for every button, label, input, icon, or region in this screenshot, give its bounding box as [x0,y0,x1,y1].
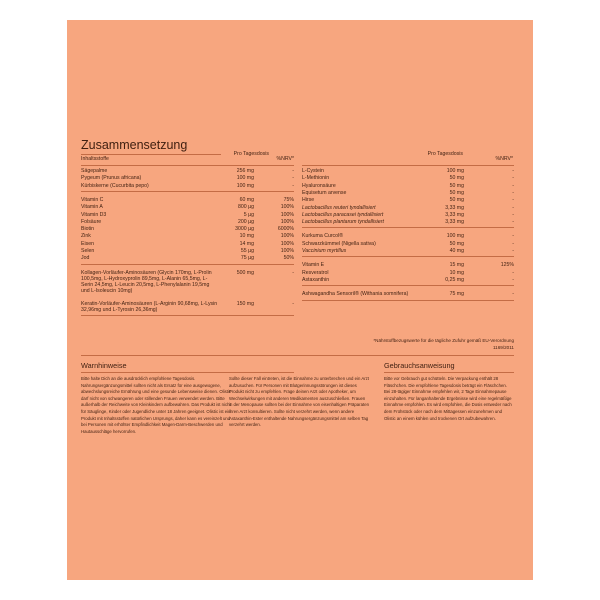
ingredient-amount: 40 mg [449,248,464,254]
table-row [302,175,514,181]
ingredient-nrv: - [512,204,514,211]
ingredient-amount: 3,33 mg [445,211,464,218]
header-dose-left: Pro Tagesdosis [233,151,269,157]
ingredient-name: Jod [81,255,90,262]
table-row [81,226,294,232]
table-row [81,197,294,203]
ingredient-name: Lactobacillus reuteri tyndallisiert [302,204,376,211]
section-divider [81,355,514,356]
ingredient-nrv: 125% [500,262,514,269]
ingredient-amount: 50 mg [449,182,464,189]
ingredient-name: Hirse [302,197,315,204]
ingredient-nrv: - [512,248,514,254]
header-dose-right: Pro Tagesdosis [427,151,463,157]
ingredient-nrv: 75% [283,196,294,203]
group-separator [302,227,514,228]
table-row [302,197,514,203]
ingredient-nrv: - [512,211,514,218]
ingredient-name: L-Methionin [302,175,330,182]
ingredient-amount: 5 µg [243,211,254,218]
ingredient-name: Kurkuma Curcol® [302,233,344,240]
ingredient-name: Vitamin A [81,204,103,211]
header-rule-right [302,165,514,166]
ingredient-name: Ashwagandha Sensoril® (Withania somnifera) [302,291,409,298]
ingredient-nrv: 100% [280,240,294,247]
table-row [302,262,514,268]
section-title-usage: Gebrauchsanweisung [384,361,455,370]
table-row [81,233,294,239]
group-separator [81,191,294,192]
group-separator [81,315,294,316]
ingredient-nrv: - [512,269,514,276]
table-row [302,270,514,276]
ingredient-nrv: - [512,291,514,298]
warnings-text-col1: Bitte halte Dich an die ausdrücklich empfohlene Tagesdosis. Nahrungsergänzungsmittel sollten nicht als Ersatz für eine ausgewogene, abwechslungsreiche Ernährung und eine gesunde Lebensweise dienen. Olistic darf nicht von schwangeren oder stillenden Frauen verwendet werden. Bitte außerhalb der Reichweite von Kleinkindern aufbewahren. Das Produkt ist nicht für Säuglinge, Kinder oder Jugendliche unter 18 Jahren geeignet. Olistic ist ein Produkt mit Inhaltsstoffen natürlichen Ursprungs, daher kann es vereinzelt und bei Personen mit erhöhter Empfindlichkeit Magen-Darm-Beschwerden und Hautausschläge hervorrufen. [81,376,232,434]
header-ingredients: Inhaltsstoffe [81,156,109,162]
ingredient-name: Resveratrol [302,269,329,276]
ingredient-name: Lactobacillus paracasei tyndallisiert [302,211,384,218]
ingredient-name: Hyaluronsäure [302,182,336,189]
ingredient-name: Zink [81,233,91,240]
table-row [81,183,294,189]
ingredient-amount: 10 mg [239,233,254,240]
group-separator [81,264,294,265]
ingredient-name: L-Cystein [302,168,324,174]
ingredient-nrv: - [512,189,514,196]
ingredient-nrv: - [512,197,514,204]
table-row [302,277,514,283]
table-row [302,233,514,239]
label-panel [67,20,533,580]
ingredient-nrv: - [292,175,294,182]
ingredient-name: Equisetum arvense [302,189,347,196]
ingredient-name: Lactobacillus plantarum tyndallisiert [302,219,384,226]
section-title-composition: Zusammensetzung [81,138,188,152]
ingredient-amount: 3,33 mg [445,204,464,211]
ingredient-amount: 15 mg [449,262,464,269]
ingredient-name: Keratin-Vorläufer-Aminosäuren (L-Arginin 90,68mg, L-Lysin 32,96mg und L-Tyrosin 26,36mg) [81,300,218,313]
ingredient-nrv: - [512,240,514,247]
ingredient-amount: 800 µg [238,204,254,211]
ingredient-amount: 3000 µg [235,226,254,233]
ingredient-nrv: - [512,276,514,283]
table-row [302,248,514,254]
nrv-footnote: *Nährstoffbezugswerte für die tägliche Zufuhr gemäß EU-Verordnung 1169/2011 [373,338,514,350]
warnings-text-col2: Sollte dieser Fall eintreten, ist die Einnahme zu unterbrechen und ein Arzt aufzusuchen. Für Personen mit Blutgerinnungsstörungen ist dieses Produkt nicht zu empfehlen. Frage deinen Arzt oder Apotheker, um Wechselwirkungen mit anderen Medikamenten auszuschließen. Frauen in der Menopause sollten bei der Einnahme von eisenhaltigen Präparaten ihren Arzt konsultieren. Sollte nicht verzehrt werden, wenn andere Astaxanthin-Ester enthaltende Nahrungsergänzungsmittel am selben Tag verzehrt werden. [229,376,369,428]
header-rule-left [81,165,294,166]
ingredient-amount: 150 mg [236,300,254,307]
ingredient-name: Vitamin C [81,196,104,203]
table-row [81,204,294,210]
ingredient-nrv: - [292,300,294,307]
table-row [302,190,514,196]
ingredient-name: Folsäure [81,218,102,225]
group-separator [302,285,514,286]
ingredient-amount: 100 mg [446,233,464,240]
ingredient-name: Schwarzkümmel (Nigella sativa) [302,240,376,247]
table-row [81,175,294,181]
ingredient-nrv: 100% [280,233,294,240]
table-row [81,241,294,247]
ingredient-nrv: - [292,168,294,174]
ingredient-amount: 55 µg [240,248,254,254]
ingredient-amount: 75 µg [240,255,254,262]
ingredient-name: Eisen [81,240,94,247]
section-title-warnings: Warnhinweise [81,361,127,370]
usage-underline [384,372,514,373]
header-nrv-right: %NRV* [495,156,513,162]
table-row [302,291,514,297]
ingredient-nrv: - [512,233,514,240]
group-separator [302,300,514,301]
ingredient-amount: 50 mg [449,197,464,204]
title-underline [81,154,221,155]
table-row [302,205,514,211]
ingredient-nrv: 100% [280,248,294,254]
ingredient-amount: 500 mg [236,269,254,276]
ingredient-nrv: - [512,219,514,226]
ingredient-amount: 100 mg [236,182,254,189]
table-row [81,301,294,313]
table-row [302,212,514,218]
ingredient-amount: 50 mg [449,175,464,182]
group-separator [302,256,514,257]
ingredient-amount: 10 mg [449,269,464,276]
ingredient-amount: 75 mg [449,291,464,298]
table-row [81,219,294,225]
ingredient-nrv: 6000% [277,226,294,233]
ingredient-amount: 50 mg [449,240,464,247]
ingredient-nrv: - [292,269,294,276]
table-row [81,255,294,261]
table-row [302,219,514,225]
ingredient-nrv: - [512,175,514,182]
header-nrv-left: %NRV* [276,156,294,162]
ingredient-name: Vitamin E [302,262,325,269]
ingredient-amount: 14 mg [239,240,254,247]
ingredient-amount: 100 mg [236,175,254,182]
ingredient-amount: 50 mg [449,189,464,196]
ingredient-name: Biotin [81,226,94,233]
ingredient-name: Sägepalme [81,168,108,174]
ingredient-nrv: 50% [283,255,294,262]
ingredient-name: Vitamin D3 [81,211,107,218]
ingredient-name: Kürbiskerne (Cucurbita pepo) [81,182,149,189]
ingredient-name: Selen [81,248,95,254]
ingredient-amount: 100 mg [446,168,464,174]
ingredient-name: Kollagen-Vorläufer-Aminosäuren (Glycin 170mg, L-Prolin 100,5mg, L-Hydroxyprolin 89,5mg, L-Alanin 65,5mg, L-Serin 24,5mg, L-Leucin 20,5mg, L-Phenylalanin 19,5mg und L-Isoleucin 10mg) [81,269,212,294]
ingredient-nrv: - [512,168,514,174]
table-row [302,241,514,247]
ingredient-amount: 256 mg [236,168,254,174]
ingredient-name: Vaccinium myrtillus [302,248,347,254]
ingredient-name: Astaxanthin [302,276,330,283]
ingredient-nrv: - [512,182,514,189]
ingredient-nrv: 100% [280,218,294,225]
ingredient-amount: 0,25 mg [445,276,464,283]
usage-text: Bitte vor Gebrauch gut schütteln. Die Verpackung enthält 28 Fläschchen. Die empfohlene Tagesdosis beträgt ein Fläschchen. Bei 28-tägiger Einnahme empfehlen wir, 2 Tage Einnahmepause einzuhalten. Für langanhaltende Ergebnisse wird eine regelmäßige Einnahme empfohlen. Es wird empfohlen, die Dosis entweder nach dem Frühstück oder nach dem Mittagessen einzunehmen und Olistic an einem kühlen und trockenen Ort aufzubewahren. [384,376,512,421]
warnings-underline [81,372,294,373]
table-row [302,183,514,189]
ingredient-nrv: 100% [280,211,294,218]
table-row [81,248,294,254]
ingredient-amount: 3,33 mg [445,219,464,226]
ingredient-nrv: 100% [280,204,294,211]
ingredient-amount: 200 µg [238,218,254,225]
table-row [81,270,294,300]
ingredient-name: Pygeum (Prunus africana) [81,175,142,182]
ingredient-nrv: - [292,182,294,189]
table-row [302,168,514,174]
table-row [81,168,294,174]
ingredient-amount: 60 mg [239,196,254,203]
table-row [81,212,294,218]
